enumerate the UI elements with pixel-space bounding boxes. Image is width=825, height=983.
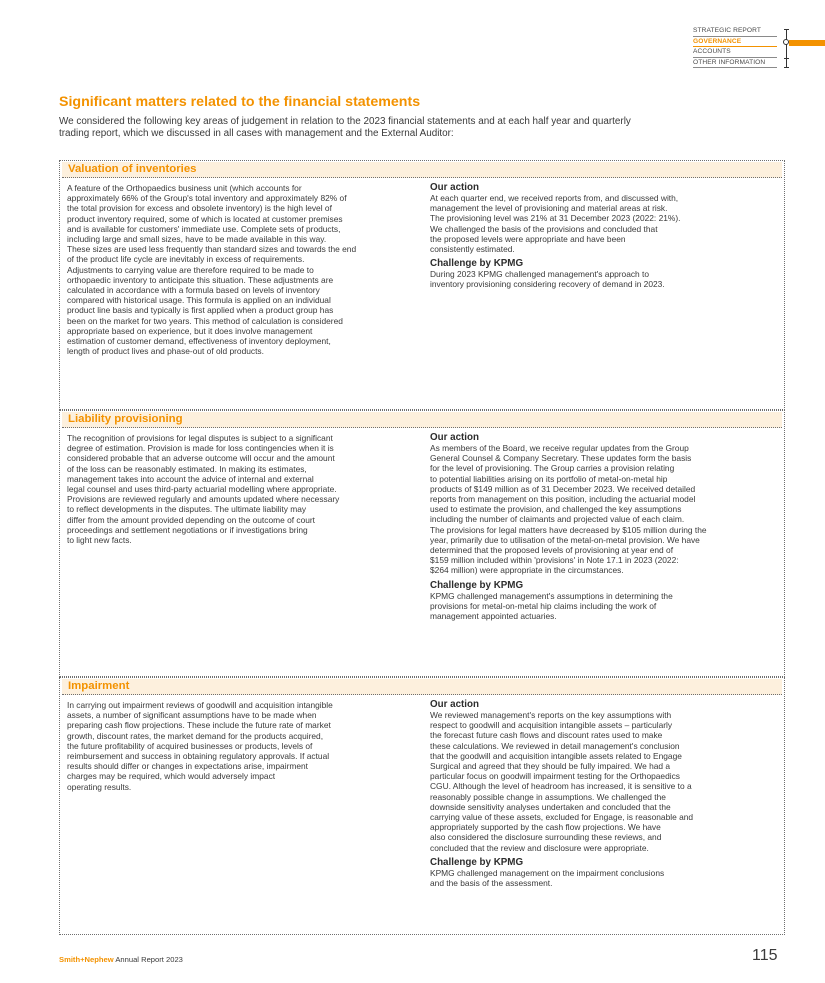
text-line: used to estimate the provision, and challenged the key assumptions	[430, 504, 682, 515]
challenge-heading: Challenge by KPMG	[430, 579, 524, 591]
section-description	[67, 433, 414, 545]
page-number: 115	[752, 947, 778, 964]
text-line: assets, a number of significant assumptions have to be made when	[67, 710, 317, 721]
text-line: proceedings and settlement negotiations or if investigations bring	[67, 524, 308, 535]
report-name: Annual Report 2023	[113, 955, 183, 964]
nav-accounts[interactable]: ACCOUNTS	[693, 47, 777, 58]
text-line: management appointed actuaries.	[430, 611, 557, 622]
text-line: length of product lives and phase-out of old products.	[67, 346, 264, 357]
section-response	[430, 699, 775, 888]
text-line: We reviewed management's reports on the key assumptions with	[430, 710, 672, 720]
text-line: concluded that the review and disclosure were appropriate.	[430, 842, 649, 853]
text-line: products of $149 million as of 31 December 2023. We received detailed	[430, 483, 696, 494]
text-line: estimation of customer demand, effectiveness of inventory deployment,	[67, 336, 331, 347]
text-line: appropriately supported by the cash flow projections. We have	[430, 822, 661, 833]
text-line: product inventory required, some of which is located at customer premises	[67, 213, 343, 224]
text-line: Adjustments to carrying value are therefore required to be made to	[67, 264, 314, 275]
brand-name: Smith+Nephew	[59, 955, 114, 964]
text-line: respect to goodwill and acquisition intangible assets – particularly	[430, 720, 673, 731]
text-line: management the level of provisioning and material areas at risk.	[430, 203, 668, 214]
text-line: degree of estimation. Provision is made for loss contingencies when it is	[67, 443, 334, 454]
text-line: These sizes are used less frequently than standard sizes and towards the end	[67, 244, 357, 255]
nav-tick	[784, 29, 789, 30]
text-line: results should differ or changes in expectations arise, impairment	[67, 761, 308, 772]
text-line: reasonably possible change in assumptions. We challenged the	[430, 791, 666, 802]
text-line: provisions for metal-on-metal hip claims including the work of	[430, 600, 657, 611]
text-line: the future profitability of acquired businesses or products, levels of	[67, 740, 313, 751]
nav-strategic-report[interactable]: STRATEGIC REPORT	[693, 26, 777, 37]
intro-text	[59, 116, 779, 140]
text-line: differ from the amount provided depending on the outcome of court	[67, 514, 315, 525]
text-line: KPMG challenged management's assumptions in determining the	[430, 590, 673, 601]
section-title: Valuation of inventories	[62, 162, 782, 178]
nav-active-bar	[789, 40, 825, 46]
intro-line: We considered the following key areas of judgement in relation to the 2023 financial statements and at each half year and quarterly	[59, 116, 631, 127]
text-line: management takes into account the advice of internal and external	[67, 473, 314, 484]
footer-brand	[59, 955, 183, 964]
text-line: determined that the proposed levels of provisioning at year end of	[430, 545, 674, 556]
text-line: downside sensitivity analyses undertaken and concluded that the	[430, 801, 671, 812]
text-line: The provisions for legal matters have decreased by $105 million during the	[430, 524, 707, 535]
text-line: orthopaedic inventory to anticipate this situation. These adjustments are	[67, 274, 334, 285]
text-line: the forecast future cash flows and discount rates used to make	[430, 730, 663, 741]
text-line: particular focus on goodwill impairment testing for the Orthopaedics	[430, 771, 680, 782]
text-line: charges may be required, which would adversely impact	[67, 771, 276, 782]
text-line: legal counsel and uses third-party actuarial modelling where appropriate.	[67, 484, 337, 495]
text-line: The provisioning level was 21% at 31 December 2023 (2022: 21%).	[430, 213, 681, 224]
intro-line: trading report, which we discussed in all cases with management and the External Auditor:	[59, 128, 454, 139]
text-line: $159 million included within 'provisions' in Note 17.1 in 2023 (2022:	[430, 555, 679, 566]
text-line: of the loss can be reasonably estimated. In making its estimates,	[67, 463, 307, 474]
text-line: reports from management on this position, including the actuarial model	[430, 494, 696, 505]
text-line: approximately 66% of the Group's total inventory and approximately 82% of	[67, 193, 347, 204]
text-line: appropriate based on experience, but it does involve management	[67, 325, 313, 336]
text-line: KPMG challenged management on the impairment conclusions	[430, 867, 665, 878]
text-line: to reflect developments in the disputes. The ultimate liability may	[67, 504, 307, 515]
text-line: growth, discount rates, the market demand for the products acquired,	[67, 730, 324, 741]
challenge-heading: Challenge by KPMG	[430, 856, 524, 868]
text-line: In carrying out impairment reviews of goodwill and acquisition intangible	[67, 700, 333, 710]
text-line: carrying value of these assets, excluded for Engage, is reasonable and	[430, 812, 694, 823]
text-line: We challenged the basis of the provisions and concluded that	[430, 223, 658, 234]
our-action-heading: Our action	[430, 432, 479, 443]
text-line: The recognition of provisions for legal disputes is subject to a significant	[67, 433, 333, 443]
section-liability-provisioning	[59, 410, 785, 677]
nav-tick	[784, 67, 789, 68]
text-line: reimbursement and success in obtaining regulatory approvals. If actual	[67, 751, 330, 762]
section-impairment	[59, 677, 785, 935]
text-line: of the product life cycle are inevitably in excess of requirements.	[67, 254, 305, 265]
text-line: $264 million) were appropriate in the circumstances.	[430, 565, 624, 576]
text-line: to potential liabilities arising on its portfolio of metal-on-metal hip	[430, 473, 668, 484]
text-line: product line basis and typically is first applied when a product group has	[67, 305, 334, 316]
text-line: inventory provisioning considering recovery of demand in 2023.	[430, 279, 665, 290]
text-line: for the level of provisioning. The Group carries a provision relating	[430, 463, 675, 474]
challenge-heading: Challenge by KPMG	[430, 258, 524, 270]
section-description	[67, 183, 414, 356]
text-line: the total provision for excess and obsolete inventory) is the high level of	[67, 203, 332, 214]
text-line: consistently estimated.	[430, 244, 515, 255]
text-line: that the goodwill and acquisition intangible assets related to Engage	[430, 750, 682, 761]
text-line: preparing cash flow projections. These include the future rate of market	[67, 720, 331, 731]
text-line: As members of the Board, we receive regular updates from the Group	[430, 443, 689, 453]
section-title: Liability provisioning	[62, 412, 782, 428]
section-response	[430, 432, 775, 621]
nav-rail	[786, 29, 787, 68]
text-line: General Counsel & Company Secretary. These updates form the basis	[430, 453, 692, 464]
text-line: operating results.	[67, 781, 132, 792]
text-line: compared with historical usage. This formula is applied on an individual	[67, 295, 331, 306]
text-line: year, primarily due to utilisation of the metal-on-metal provision. We have	[430, 534, 700, 545]
text-line: the proposed levels were appropriate and have been	[430, 233, 626, 244]
text-line: including the number of claimants and projected value of each claim.	[430, 514, 685, 525]
our-action-heading: Our action	[430, 699, 479, 710]
text-line: and is available for customers' immediate use. Complete sets of products,	[67, 223, 341, 234]
text-line: Provisions are reviewed regularly and amounts updated where necessary	[67, 494, 340, 505]
text-line: been on the market for two years. This method of calculation is considered	[67, 315, 343, 326]
text-line: these calculations. We reviewed in detail management's conclusion	[430, 740, 680, 751]
text-line: also considered the disclosure surrounding these reviews, and	[430, 832, 662, 843]
text-line: Surgical and agreed that they should be fully impaired. We had a	[430, 761, 671, 772]
text-line: to light new facts.	[67, 535, 132, 546]
section-title: Impairment	[62, 679, 782, 695]
text-line: calculated in accordance with a formula based on levels of inventory	[67, 285, 320, 296]
section-navigation	[693, 26, 777, 68]
nav-active-dot	[783, 39, 789, 45]
text-line: considered probable that an adverse outcome will occur and the amount	[67, 453, 335, 464]
text-line: At each quarter end, we received reports from, and discussed with,	[430, 193, 679, 203]
text-line: and the basis of the assessment.	[430, 878, 553, 889]
nav-tick	[784, 58, 789, 59]
section-response	[430, 182, 775, 290]
text-line: A feature of the Orthopaedics business unit (which accounts for	[67, 183, 302, 193]
nav-other-information[interactable]: OTHER INFORMATION	[693, 58, 777, 69]
section-description	[67, 700, 414, 792]
page-title: Significant matters related to the financial statements	[59, 94, 421, 110]
nav-governance[interactable]: GOVERNANCE	[693, 37, 777, 48]
section-valuation-of-inventories	[59, 160, 785, 410]
text-line: including large and small sizes, have to be made available in this way.	[67, 234, 327, 245]
text-line: During 2023 KPMG challenged management's approach to	[430, 269, 650, 280]
our-action-heading: Our action	[430, 182, 479, 193]
text-line: CGU. Although the level of headroom has increased, it is sensitive to a	[430, 781, 692, 792]
